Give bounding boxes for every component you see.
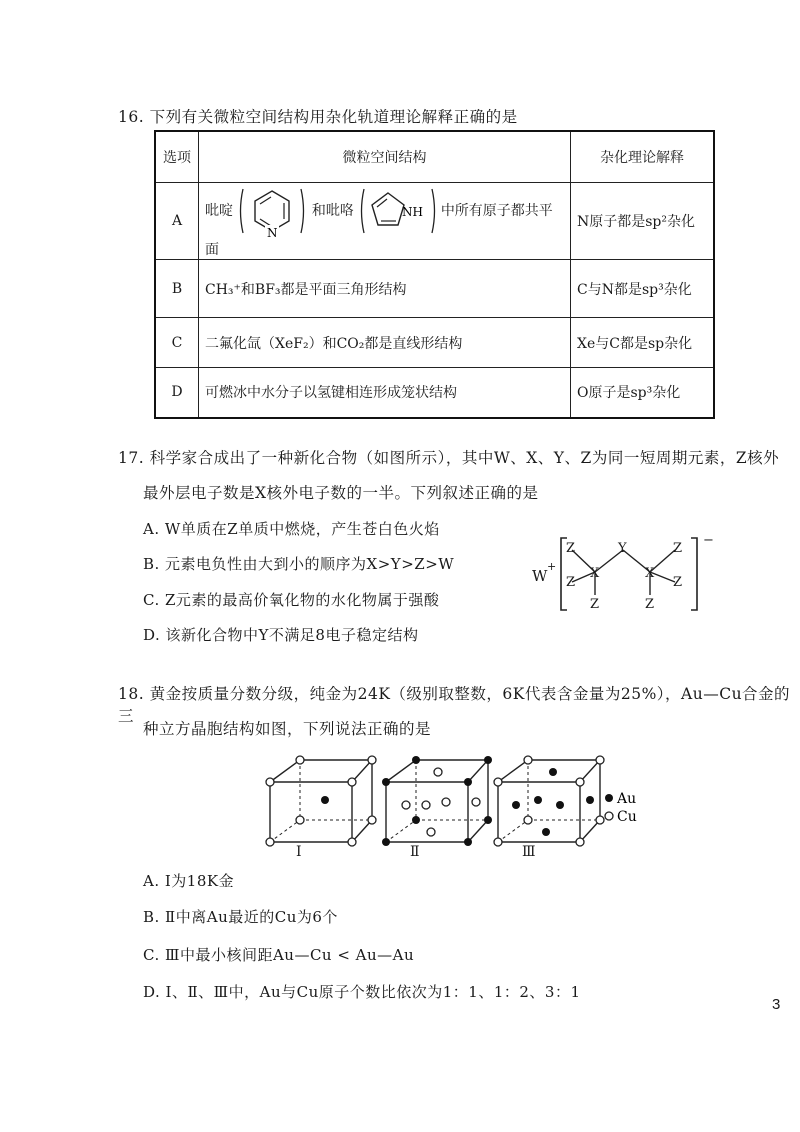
q18-crystal-cells bbox=[260, 752, 660, 862]
q18-stem-text1: 黄金按质量分数分级，纯金为24K（级别取整数，6K代表含金量为25%），Au—Cu合金的三 bbox=[118, 685, 791, 725]
q18-legend bbox=[605, 791, 637, 825]
q16-number: 16. bbox=[118, 108, 145, 126]
q18-option-a: A. Ⅰ为18K金 bbox=[143, 872, 235, 890]
q18-option-c: C. Ⅲ中最小核间距Au—Cu < Au—Au bbox=[143, 946, 415, 964]
q17-stem-text1: 科学家合成出了一种新化合物（如图所示），其中W、X、Y、Z为同一短周期元素，Z核外 bbox=[149, 449, 780, 467]
q17-compound-figure bbox=[525, 530, 725, 620]
q16-row-b-explanation: C与N都是sp³杂化 bbox=[571, 260, 715, 318]
q17-number: 17. bbox=[118, 449, 145, 467]
pyrrole-structure bbox=[358, 183, 436, 239]
pyridine-n-atom: N bbox=[267, 226, 278, 239]
q16-stem-text: 下列有关微粒空间结构用杂化轨道理论解释正确的是 bbox=[149, 108, 518, 126]
q16-row-c-explanation: Xe与C都是sp杂化 bbox=[571, 318, 715, 368]
q17-atom-x-right: X bbox=[645, 566, 655, 581]
q16-table bbox=[154, 130, 715, 419]
cell-label-i: Ⅰ bbox=[296, 844, 302, 860]
q16-row-d-structure: 可燃冰中水分子以氢键相连形成笼状结构 bbox=[199, 368, 571, 418]
q16-row-a-option: A bbox=[155, 183, 199, 260]
q16-row-a-text3: 中所有原子都共平面 bbox=[205, 203, 553, 258]
q17-cation-charge: + bbox=[547, 560, 557, 573]
q16-row-a bbox=[155, 183, 714, 260]
q17-anion-charge: − bbox=[703, 533, 714, 548]
q17-atom-z1: Z bbox=[566, 541, 576, 556]
q17-option-c: C. Z元素的最高价氧化物的水化物属于强酸 bbox=[143, 591, 440, 609]
q16-row-a-explanation: N原子都是sp²杂化 bbox=[571, 183, 715, 260]
q17-atom-z4: Z bbox=[673, 541, 683, 556]
q16-row-b-option: B bbox=[155, 260, 199, 318]
q16-row-b-structure: CH₃⁺和BF₃都是平面三角形结构 bbox=[199, 260, 571, 318]
cell-label-iii: Ⅲ bbox=[522, 844, 536, 860]
q16-row-c-option: C bbox=[155, 318, 199, 368]
q18-option-b: B. Ⅱ中离Au最近的Cu为6个 bbox=[143, 908, 338, 926]
q16-row-a-structure bbox=[199, 183, 571, 260]
q16-header-structure: 微粒空间结构 bbox=[199, 131, 571, 183]
q16-row-d-option: D bbox=[155, 368, 199, 418]
q16-row-c bbox=[155, 318, 714, 368]
cell-i bbox=[266, 756, 376, 846]
q16-row-d-explanation: O原子是sp³杂化 bbox=[571, 368, 715, 418]
pyridine-structure bbox=[237, 183, 307, 239]
q17-stem-line2: 最外层电子数是X核外电子数的一半。下列叙述正确的是 bbox=[143, 484, 539, 502]
q16-row-a-text1: 吡啶 bbox=[205, 203, 233, 219]
q17-cation-w: W bbox=[532, 567, 548, 585]
q17-atom-z2: Z bbox=[566, 575, 576, 590]
q18-number: 18. bbox=[118, 685, 145, 703]
q17-atom-z3: Z bbox=[590, 597, 600, 612]
cell-iii bbox=[494, 756, 604, 846]
cell-label-ii: Ⅱ bbox=[410, 844, 420, 860]
q16-header-row bbox=[155, 131, 714, 183]
q17-stem-line1 bbox=[118, 446, 779, 468]
q16-row-d bbox=[155, 368, 714, 418]
q17-atom-z6: Z bbox=[645, 597, 655, 612]
q17-option-a: A. W单质在Z单质中燃烧，产生苍白色火焰 bbox=[143, 520, 440, 538]
cell-ii bbox=[382, 756, 492, 846]
legend-cu: Cu bbox=[617, 809, 637, 825]
page-number: 3 bbox=[772, 996, 781, 1013]
q16-header-option: 选项 bbox=[155, 131, 199, 183]
legend-au: Au bbox=[617, 791, 637, 807]
q18-option-d: D. Ⅰ、Ⅱ、Ⅲ中，Au与Cu原子个数比依次为1：1、1：2、3：1 bbox=[143, 983, 581, 1001]
q16-row-c-structure: 二氟化氙（XeF₂）和CO₂都是直线形结构 bbox=[199, 318, 571, 368]
q18-stem-line2: 种立方晶胞结构如图，下列说法正确的是 bbox=[143, 720, 432, 738]
q17-atom-x-left: X bbox=[590, 566, 600, 581]
q16-row-b bbox=[155, 260, 714, 318]
q16-header-explanation: 杂化理论解释 bbox=[571, 131, 715, 183]
q16-row-a-text2: 和吡咯 bbox=[311, 203, 354, 219]
q17-option-d: D. 该新化合物中Y不满足8电子稳定结构 bbox=[143, 626, 419, 644]
q17-option-b: B. 元素电负性由大到小的顺序为X>Y>Z>W bbox=[143, 555, 455, 573]
q17-atom-y: Y bbox=[618, 541, 627, 556]
q17-atom-z5: Z bbox=[673, 575, 683, 590]
q16-stem bbox=[118, 105, 518, 127]
pyrrole-nh-label: NH bbox=[402, 205, 424, 219]
